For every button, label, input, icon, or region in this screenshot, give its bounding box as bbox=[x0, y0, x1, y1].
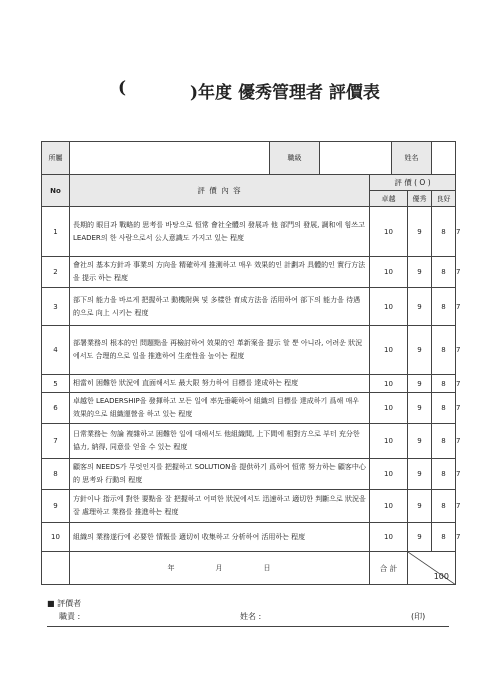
score-option[interactable]: 9 bbox=[408, 326, 432, 375]
month-label: 月 bbox=[215, 564, 224, 572]
total-score-cell[interactable] bbox=[408, 552, 456, 585]
grade-good: 良好 bbox=[432, 191, 456, 207]
score-option[interactable]: 10 bbox=[370, 459, 408, 490]
score-option[interactable]: 9 bbox=[408, 523, 432, 552]
year-label: 年 bbox=[167, 564, 176, 572]
table-row: 1 長期的 眼目과 戰略的 思考를 바탕으로 恒常 會社全體의 發展과 他 部門의 發展, 調和에 힘쓰고 LEADER의 한 사람으로서 公人意識도 가지고 있는 程度 10 9 8 7 bbox=[42, 207, 456, 257]
score-option[interactable]: 9 bbox=[408, 288, 432, 326]
grade-excellent: 卓越 bbox=[370, 191, 408, 207]
item-criteria: 組織의 業務遂行에 必要한 情報를 適切히 收集하고 分析하여 活用하는 程度 bbox=[70, 523, 370, 552]
item-criteria: 會社의 基本方針과 事業의 方向을 精確하게 推測하고 매우 效果的인 計劃과 具體的인 實行方法을 提示 하는 程度 bbox=[70, 257, 370, 288]
total-max-score: 100 bbox=[433, 572, 449, 581]
item-number: 4 bbox=[42, 326, 70, 375]
table-row: 7 日常業務는 勿論 複雜하고 困難한 일에 대해서도 他組織間, 上下間에 相對方으로 부터 充分한 協力, 納得, 同意를 얻을 수 있는 程度 10 9 8 7 bbox=[42, 424, 456, 459]
item-number: 7 bbox=[42, 424, 70, 459]
date-field[interactable] bbox=[70, 552, 370, 585]
score-option[interactable]: 9 bbox=[408, 424, 432, 459]
item-criteria: 部署業務의 根本的인 問題點을 再檢討하여 效果的인 革新案을 提示 할 뿐 아니라, 어려운 狀況에서도 合理的으로 일을 推進하여 生産性을 높이는 程度 bbox=[70, 326, 370, 375]
item-number: 2 bbox=[42, 257, 70, 288]
score-option[interactable]: 10 bbox=[370, 523, 408, 552]
item-criteria: 方針이나 指示에 對한 要點을 잘 把握하고 어떠한 狀況에서도 迅速하고 適切한 判斷으로 狀況을 잘 處理하고 業務를 推進하는 程度 bbox=[70, 490, 370, 523]
score-option[interactable]: 8 bbox=[432, 257, 456, 288]
title-text: )年度 優秀管理者 評價表 bbox=[190, 83, 380, 103]
name-label: 姓名 bbox=[392, 142, 432, 175]
info-row bbox=[42, 142, 456, 175]
item-number: 1 bbox=[42, 207, 70, 257]
total-label: 合 計 bbox=[370, 552, 408, 585]
score-option[interactable]: 8 bbox=[432, 393, 456, 424]
score-option[interactable]: 9 bbox=[408, 393, 432, 424]
evaluator-name-label: 姓名 : bbox=[240, 612, 262, 621]
score-option[interactable]: 8 bbox=[432, 523, 456, 552]
score-option[interactable]: 8 bbox=[432, 288, 456, 326]
footer-blank bbox=[42, 552, 70, 585]
name-input[interactable] bbox=[432, 142, 456, 175]
score-option[interactable]: 10 bbox=[370, 288, 408, 326]
item-number: 8 bbox=[42, 459, 70, 490]
item-number: 10 bbox=[42, 523, 70, 552]
table-row: 9 方針이나 指示에 對한 要點을 잘 把握하고 어떠한 狀況에서도 迅速하고 適切한 判斷으로 狀況을 잘 處理하고 業務를 推進하는 程度 10 9 8 7 bbox=[42, 490, 456, 523]
position-label: 職級 bbox=[270, 142, 320, 175]
score-option[interactable]: 9 bbox=[408, 459, 432, 490]
evaluator-section-label: ■ 評價者 bbox=[47, 599, 82, 608]
position-input[interactable] bbox=[320, 142, 392, 175]
item-criteria: 相當히 困難한 狀況에 直面해서도 最大限 努力하여 目標를 達成하는 程度 bbox=[70, 375, 370, 393]
item-number: 9 bbox=[42, 490, 70, 523]
score-option[interactable]: 8 bbox=[432, 326, 456, 375]
footer-row bbox=[42, 552, 456, 585]
table-row: 10 組織의 業務遂行에 必要한 情報를 適切히 收集하고 分析하여 活用하는 程度 10 9 8 7 bbox=[42, 523, 456, 552]
header-row-1 bbox=[42, 175, 456, 191]
item-criteria: 顧客의 NEEDS가 무엇인지를 把握하고 SOLUTION을 提供하기 爲하여 恒常 努力하는 顧客中心的 思考와 行動의 程度 bbox=[70, 459, 370, 490]
score-option[interactable]: 10 bbox=[370, 326, 408, 375]
day-label: 日 bbox=[263, 564, 272, 572]
table-row: 3 部下의 能力을 바르게 把握하고 動機附與 및 多樣한 育成方法을 活用하여 部下의 能力을 待遇的으로 向上 시키는 程度 10 9 8 7 bbox=[42, 288, 456, 326]
grade-superior: 優秀 bbox=[408, 191, 432, 207]
evaluator-underline bbox=[47, 626, 449, 627]
evaluator-seal-label: (印) bbox=[411, 612, 426, 621]
evaluator-position-label: 職責 : bbox=[59, 612, 81, 621]
score-option[interactable]: 10 bbox=[370, 207, 408, 257]
score-option[interactable]: 8 bbox=[432, 459, 456, 490]
rating-header: 評 價 ( O ) bbox=[370, 175, 456, 191]
score-option[interactable]: 8 bbox=[432, 207, 456, 257]
table-row: 8 顧客의 NEEDS가 무엇인지를 把握하고 SOLUTION을 提供하기 爲하여 恒常 努力하는 顧客中心的 思考와 行動의 程度 10 9 8 7 bbox=[42, 459, 456, 490]
score-option[interactable]: 9 bbox=[408, 375, 432, 393]
score-option[interactable]: 8 bbox=[432, 424, 456, 459]
score-option[interactable]: 10 bbox=[370, 424, 408, 459]
evaluation-table bbox=[41, 141, 461, 585]
no-header: No bbox=[42, 175, 70, 207]
table-row: 4 部署業務의 根本的인 問題點을 再檢討하여 效果的인 革新案을 提示 할 뿐 아니라, 어려운 狀況에서도 合理的으로 일을 推進하여 生産性을 높이는 程度 10 9 8 7 bbox=[42, 326, 456, 375]
score-option[interactable]: 10 bbox=[370, 257, 408, 288]
score-option[interactable]: 8 bbox=[432, 490, 456, 523]
item-number: 5 bbox=[42, 375, 70, 393]
dept-input[interactable] bbox=[70, 142, 270, 175]
item-criteria: 日常業務는 勿論 複雜하고 困難한 일에 대해서도 他組織間, 上下間에 相對方으로 부터 充分한 協力, 納得, 同意를 얻을 수 있는 程度 bbox=[70, 424, 370, 459]
item-criteria: 長期的 眼目과 戰略的 思考를 바탕으로 恒常 會社全體의 發展과 他 部門의 發展, 調和에 힘쓰고 LEADER의 한 사람으로서 公人意識도 가지고 있는 程度 bbox=[70, 207, 370, 257]
item-criteria: 部下의 能力을 바르게 把握하고 動機附與 및 多樣한 育成方法을 活用하여 部下의 能力을 待遇的으로 向上 시키는 程度 bbox=[70, 288, 370, 326]
table-row: 2 會社의 基本方針과 事業의 方向을 精確하게 推測하고 매우 效果的인 計劃과 具體的인 實行方法을 提示 하는 程度 10 9 8 7 bbox=[42, 257, 456, 288]
item-number: 3 bbox=[42, 288, 70, 326]
score-option[interactable]: 9 bbox=[408, 257, 432, 288]
dept-label: 所屬 bbox=[42, 142, 70, 175]
item-criteria: 卓越한 LEADERSHIP을 發揮하고 모든 일에 率先垂範하여 組織의 目標를 達成하기 爲해 매우 效果的으로 組織運營을 하고 있는 程度 bbox=[70, 393, 370, 424]
title-year-open-paren: ( bbox=[118, 78, 127, 98]
score-option[interactable]: 9 bbox=[408, 490, 432, 523]
table-row: 5 相當히 困難한 狀況에 直面해서도 最大限 努力하여 目標를 達成하는 程度 10 9 8 7 bbox=[42, 375, 456, 393]
score-option[interactable]: 9 bbox=[408, 207, 432, 257]
score-option[interactable]: 10 bbox=[370, 393, 408, 424]
item-number: 6 bbox=[42, 393, 70, 424]
score-option[interactable]: 10 bbox=[370, 375, 408, 393]
score-option[interactable]: 8 bbox=[432, 375, 456, 393]
table-row: 6 卓越한 LEADERSHIP을 發揮하고 모든 일에 率先垂範하여 組織의 目標를 達成하기 爲해 매우 效果的으로 組織運營을 하고 있는 程度 10 9 8 7 bbox=[42, 393, 456, 424]
content-header: 評 價 內 容 bbox=[70, 175, 370, 207]
score-option[interactable]: 10 bbox=[370, 490, 408, 523]
